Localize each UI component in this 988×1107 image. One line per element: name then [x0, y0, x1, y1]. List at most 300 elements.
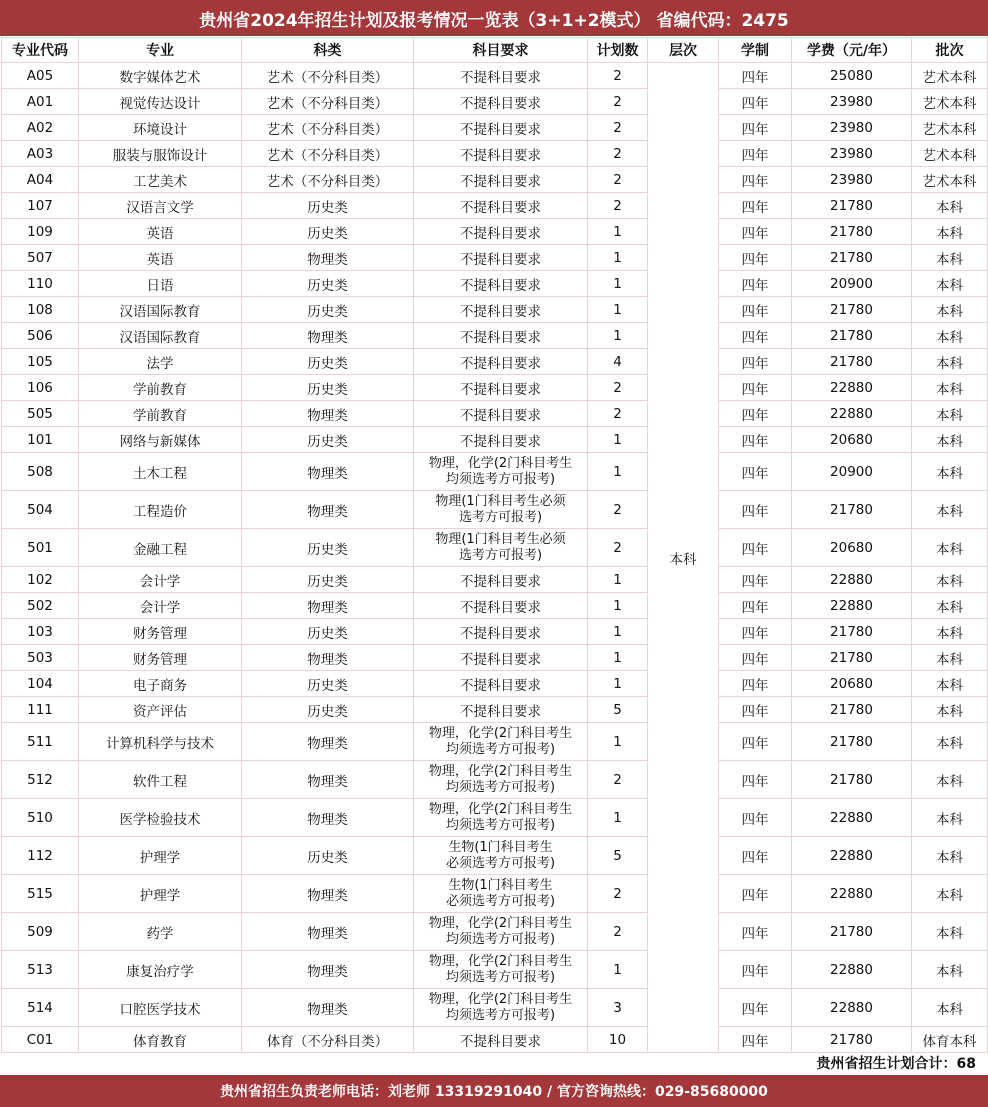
subject-requirement-cell: 不提科目要求 — [414, 375, 588, 401]
major-code-cell: A01 — [2, 89, 79, 115]
subject-requirement-cell: 不提科目要求 — [414, 63, 588, 89]
plan-count-cell: 4 — [588, 349, 648, 375]
tuition-cell: 21780 — [792, 619, 912, 645]
category-cell: 历史类 — [242, 349, 414, 375]
table-row — [2, 491, 988, 529]
batch-cell: 本科 — [912, 837, 988, 875]
duration-cell: 四年 — [719, 951, 792, 989]
requirement-line: 均须选考方可报考) — [445, 741, 556, 757]
subject-requirement-cell: 不提科目要求 — [414, 193, 588, 219]
subject-requirement-cell — [414, 529, 588, 567]
major-name-cell: 服装与服饰设计 — [79, 141, 242, 167]
category-cell: 艺术（不分科目类） — [242, 167, 414, 193]
subject-requirement-cell — [414, 761, 588, 799]
duration-cell: 四年 — [719, 401, 792, 427]
duration-cell: 四年 — [719, 349, 792, 375]
major-code-cell: 514 — [2, 989, 79, 1027]
batch-cell: 本科 — [912, 323, 988, 349]
requirement-line: 均须选考方可报考) — [445, 817, 556, 833]
category-cell: 体育（不分科目类） — [242, 1027, 414, 1053]
plan-count-cell: 1 — [588, 297, 648, 323]
batch-cell: 本科 — [912, 375, 988, 401]
tuition-cell: 22880 — [792, 593, 912, 619]
major-code-cell: 502 — [2, 593, 79, 619]
category-cell: 历史类 — [242, 529, 414, 567]
table-row — [2, 245, 988, 271]
batch-cell: 本科 — [912, 951, 988, 989]
major-code-cell: A03 — [2, 141, 79, 167]
duration-cell: 四年 — [719, 989, 792, 1027]
table-row — [2, 529, 988, 567]
requirement-line: 物理，化学(2门科目考生 — [428, 725, 573, 741]
batch-cell: 本科 — [912, 245, 988, 271]
table-row — [2, 697, 988, 723]
tuition-cell: 21780 — [792, 761, 912, 799]
major-name-cell: 工艺美术 — [79, 167, 242, 193]
tuition-cell: 21780 — [792, 349, 912, 375]
subject-requirement-cell: 不提科目要求 — [414, 167, 588, 193]
table-row — [2, 323, 988, 349]
batch-cell: 艺术本科 — [912, 89, 988, 115]
major-code-cell: 102 — [2, 567, 79, 593]
category-cell: 历史类 — [242, 567, 414, 593]
batch-cell: 本科 — [912, 567, 988, 593]
subject-requirement-cell: 不提科目要求 — [414, 89, 588, 115]
table-row — [2, 271, 988, 297]
tuition-cell: 21780 — [792, 913, 912, 951]
tuition-cell: 20680 — [792, 671, 912, 697]
subject-requirement-cell — [414, 799, 588, 837]
plan-count-cell: 1 — [588, 593, 648, 619]
subject-requirement-cell — [414, 491, 588, 529]
major-code-cell: 510 — [2, 799, 79, 837]
tuition-cell: 22880 — [792, 375, 912, 401]
tuition-cell: 22880 — [792, 951, 912, 989]
column-header: 学制 — [719, 38, 792, 63]
tuition-cell: 25080 — [792, 63, 912, 89]
plan-count-cell: 1 — [588, 271, 648, 297]
category-cell: 物理类 — [242, 951, 414, 989]
duration-cell: 四年 — [719, 193, 792, 219]
category-cell: 历史类 — [242, 837, 414, 875]
major-code-cell: 509 — [2, 913, 79, 951]
major-code-cell: 506 — [2, 323, 79, 349]
duration-cell: 四年 — [719, 529, 792, 567]
category-cell: 历史类 — [242, 375, 414, 401]
duration-cell: 四年 — [719, 245, 792, 271]
table-row — [2, 645, 988, 671]
table-row — [2, 1027, 988, 1053]
table-row — [2, 219, 988, 245]
category-cell: 物理类 — [242, 761, 414, 799]
major-code-cell: 511 — [2, 723, 79, 761]
subject-requirement-cell — [414, 875, 588, 913]
duration-cell: 四年 — [719, 593, 792, 619]
duration-cell: 四年 — [719, 167, 792, 193]
requirement-line: 均须选考方可报考) — [445, 931, 556, 947]
subject-requirement-cell — [414, 951, 588, 989]
plan-count-cell: 2 — [588, 529, 648, 567]
major-name-cell: 护理学 — [79, 837, 242, 875]
subject-requirement-cell: 不提科目要求 — [414, 401, 588, 427]
plan-count-cell: 1 — [588, 323, 648, 349]
duration-cell: 四年 — [719, 427, 792, 453]
category-cell: 物理类 — [242, 875, 414, 913]
category-cell: 物理类 — [242, 323, 414, 349]
batch-cell: 本科 — [912, 453, 988, 491]
major-name-cell: 财务管理 — [79, 619, 242, 645]
requirement-line: 生物(1门科目考生 — [448, 839, 553, 855]
page-title: 贵州省2024年招生计划及报考情况一览表（3+1+2模式） 省编代码：2475 — [0, 0, 988, 36]
table-row — [2, 593, 988, 619]
table-header-row — [2, 38, 988, 63]
duration-cell: 四年 — [719, 567, 792, 593]
requirement-line: 物理(1门科目考生必须 — [435, 531, 566, 547]
tuition-cell: 21780 — [792, 645, 912, 671]
duration-cell: 四年 — [719, 619, 792, 645]
plan-count-cell: 1 — [588, 619, 648, 645]
column-header: 层次 — [648, 38, 719, 63]
table-row — [2, 951, 988, 989]
major-code-cell: C01 — [2, 1027, 79, 1053]
tuition-cell: 21780 — [792, 219, 912, 245]
major-name-cell: 网络与新媒体 — [79, 427, 242, 453]
subject-requirement-cell: 不提科目要求 — [414, 1027, 588, 1053]
plan-count-cell: 1 — [588, 723, 648, 761]
plan-count-cell: 2 — [588, 875, 648, 913]
plan-count-cell: 2 — [588, 913, 648, 951]
plan-count-cell: 2 — [588, 491, 648, 529]
batch-cell: 艺术本科 — [912, 63, 988, 89]
duration-cell: 四年 — [719, 1027, 792, 1053]
duration-cell: 四年 — [719, 875, 792, 913]
requirement-line: 必须选考方可报考) — [445, 893, 556, 909]
category-cell: 历史类 — [242, 427, 414, 453]
enrollment-table — [1, 37, 988, 1053]
category-cell: 艺术（不分科目类） — [242, 89, 414, 115]
requirement-line: 均须选考方可报考) — [445, 471, 556, 487]
requirement-line: 物理，化学(2门科目考生 — [428, 953, 573, 969]
tuition-cell: 20900 — [792, 453, 912, 491]
major-name-cell: 英语 — [79, 219, 242, 245]
batch-cell: 本科 — [912, 349, 988, 375]
subject-requirement-cell: 不提科目要求 — [414, 567, 588, 593]
major-name-cell: 财务管理 — [79, 645, 242, 671]
plan-count-cell: 1 — [588, 245, 648, 271]
major-code-cell: 512 — [2, 761, 79, 799]
duration-cell: 四年 — [719, 115, 792, 141]
batch-cell: 本科 — [912, 427, 988, 453]
major-name-cell: 环境设计 — [79, 115, 242, 141]
batch-cell: 本科 — [912, 645, 988, 671]
batch-cell: 本科 — [912, 913, 988, 951]
plan-count-cell: 2 — [588, 401, 648, 427]
tuition-cell: 22880 — [792, 401, 912, 427]
tuition-cell: 20900 — [792, 271, 912, 297]
batch-cell: 本科 — [912, 491, 988, 529]
category-cell: 物理类 — [242, 799, 414, 837]
major-name-cell: 会计学 — [79, 593, 242, 619]
duration-cell: 四年 — [719, 323, 792, 349]
batch-cell: 本科 — [912, 271, 988, 297]
tuition-cell: 21780 — [792, 323, 912, 349]
tuition-cell: 22880 — [792, 837, 912, 875]
subject-requirement-cell: 不提科目要求 — [414, 115, 588, 141]
duration-cell: 四年 — [719, 799, 792, 837]
category-cell: 历史类 — [242, 297, 414, 323]
major-name-cell: 学前教育 — [79, 375, 242, 401]
batch-cell: 本科 — [912, 619, 988, 645]
category-cell: 物理类 — [242, 645, 414, 671]
plan-count-cell: 1 — [588, 567, 648, 593]
column-header: 科目要求 — [414, 38, 588, 63]
tuition-cell: 21780 — [792, 245, 912, 271]
major-name-cell: 视觉传达设计 — [79, 89, 242, 115]
table-row — [2, 875, 988, 913]
subject-requirement-cell: 不提科目要求 — [414, 297, 588, 323]
major-code-cell: 111 — [2, 697, 79, 723]
major-name-cell: 法学 — [79, 349, 242, 375]
table-row — [2, 297, 988, 323]
plan-count-cell: 5 — [588, 837, 648, 875]
category-cell: 历史类 — [242, 219, 414, 245]
batch-cell: 体育本科 — [912, 1027, 988, 1053]
category-cell: 艺术（不分科目类） — [242, 63, 414, 89]
major-code-cell: 101 — [2, 427, 79, 453]
major-code-cell: 108 — [2, 297, 79, 323]
tuition-cell: 23980 — [792, 115, 912, 141]
tuition-cell: 23980 — [792, 89, 912, 115]
plan-count-cell: 1 — [588, 671, 648, 697]
plan-count-cell: 1 — [588, 799, 648, 837]
tuition-cell: 20680 — [792, 529, 912, 567]
requirement-line: 物理，化学(2门科目考生 — [428, 763, 573, 779]
category-cell: 历史类 — [242, 193, 414, 219]
major-name-cell: 英语 — [79, 245, 242, 271]
subject-requirement-cell: 不提科目要求 — [414, 219, 588, 245]
tuition-cell: 21780 — [792, 193, 912, 219]
major-name-cell: 资产评估 — [79, 697, 242, 723]
plan-count-cell: 2 — [588, 761, 648, 799]
table-row — [2, 89, 988, 115]
plan-count-cell: 2 — [588, 63, 648, 89]
subject-requirement-cell: 不提科目要求 — [414, 349, 588, 375]
category-cell: 艺术（不分科目类） — [242, 141, 414, 167]
category-cell: 物理类 — [242, 401, 414, 427]
category-cell: 物理类 — [242, 491, 414, 529]
plan-count-cell: 1 — [588, 453, 648, 491]
table-row — [2, 799, 988, 837]
major-name-cell: 医学检验技术 — [79, 799, 242, 837]
category-cell: 历史类 — [242, 671, 414, 697]
requirement-line: 物理(1门科目考生必须 — [435, 493, 566, 509]
duration-cell: 四年 — [719, 141, 792, 167]
category-cell: 历史类 — [242, 697, 414, 723]
requirement-line: 物理，化学(2门科目考生 — [428, 801, 573, 817]
level-cell: 本科 — [648, 63, 719, 1053]
requirement-line: 选考方可报考) — [458, 547, 543, 563]
duration-cell: 四年 — [719, 375, 792, 401]
major-code-cell: 104 — [2, 671, 79, 697]
requirement-line: 物理，化学(2门科目考生 — [428, 915, 573, 931]
table-row — [2, 141, 988, 167]
subject-requirement-cell: 不提科目要求 — [414, 427, 588, 453]
subject-requirement-cell — [414, 723, 588, 761]
table-row — [2, 723, 988, 761]
major-code-cell: 105 — [2, 349, 79, 375]
requirement-line: 均须选考方可报考) — [445, 1007, 556, 1023]
duration-cell: 四年 — [719, 63, 792, 89]
plan-total: 贵州省招生计划合计：68 — [816, 1055, 976, 1072]
batch-cell: 艺术本科 — [912, 115, 988, 141]
table-row — [2, 349, 988, 375]
category-cell: 物理类 — [242, 593, 414, 619]
duration-cell: 四年 — [719, 723, 792, 761]
table-row — [2, 167, 988, 193]
subject-requirement-cell: 不提科目要求 — [414, 619, 588, 645]
table-row — [2, 427, 988, 453]
major-code-cell: 103 — [2, 619, 79, 645]
duration-cell: 四年 — [719, 271, 792, 297]
plan-count-cell: 1 — [588, 645, 648, 671]
batch-cell: 本科 — [912, 723, 988, 761]
plan-count-cell: 2 — [588, 167, 648, 193]
tuition-cell: 21780 — [792, 297, 912, 323]
major-name-cell: 汉语国际教育 — [79, 323, 242, 349]
table-row — [2, 63, 988, 89]
plan-count-cell: 2 — [588, 193, 648, 219]
batch-cell: 本科 — [912, 761, 988, 799]
major-code-cell: 112 — [2, 837, 79, 875]
tuition-cell: 22880 — [792, 989, 912, 1027]
plan-count-cell: 2 — [588, 141, 648, 167]
subject-requirement-cell — [414, 837, 588, 875]
tuition-cell: 23980 — [792, 141, 912, 167]
table-row — [2, 193, 988, 219]
plan-count-cell: 2 — [588, 375, 648, 401]
batch-cell: 本科 — [912, 697, 988, 723]
duration-cell: 四年 — [719, 297, 792, 323]
major-name-cell: 计算机科学与技术 — [79, 723, 242, 761]
major-code-cell: 508 — [2, 453, 79, 491]
major-name-cell: 土木工程 — [79, 453, 242, 491]
subject-requirement-cell: 不提科目要求 — [414, 645, 588, 671]
table-row — [2, 913, 988, 951]
batch-cell: 本科 — [912, 799, 988, 837]
subject-requirement-cell: 不提科目要求 — [414, 141, 588, 167]
column-header: 计划数 — [588, 38, 648, 63]
duration-cell: 四年 — [719, 761, 792, 799]
duration-cell: 四年 — [719, 491, 792, 529]
requirement-line: 均须选考方可报考) — [445, 969, 556, 985]
column-header: 科类 — [242, 38, 414, 63]
batch-cell: 艺术本科 — [912, 141, 988, 167]
table-row — [2, 761, 988, 799]
tuition-cell: 22880 — [792, 875, 912, 913]
duration-cell: 四年 — [719, 837, 792, 875]
major-name-cell: 药学 — [79, 913, 242, 951]
major-name-cell: 体育教育 — [79, 1027, 242, 1053]
major-name-cell: 软件工程 — [79, 761, 242, 799]
major-name-cell: 会计学 — [79, 567, 242, 593]
major-code-cell: 501 — [2, 529, 79, 567]
plan-count-cell: 2 — [588, 115, 648, 141]
category-cell: 历史类 — [242, 619, 414, 645]
category-cell: 物理类 — [242, 989, 414, 1027]
major-code-cell: A02 — [2, 115, 79, 141]
duration-cell: 四年 — [719, 453, 792, 491]
subject-requirement-cell: 不提科目要求 — [414, 697, 588, 723]
subject-requirement-cell: 不提科目要求 — [414, 593, 588, 619]
major-code-cell: A05 — [2, 63, 79, 89]
major-code-cell: 110 — [2, 271, 79, 297]
subject-requirement-cell: 不提科目要求 — [414, 671, 588, 697]
plan-count-cell: 1 — [588, 427, 648, 453]
major-code-cell: 515 — [2, 875, 79, 913]
duration-cell: 四年 — [719, 671, 792, 697]
tuition-cell: 22880 — [792, 799, 912, 837]
major-name-cell: 金融工程 — [79, 529, 242, 567]
column-header: 专业 — [79, 38, 242, 63]
table-row — [2, 453, 988, 491]
subject-requirement-cell — [414, 913, 588, 951]
table-row — [2, 115, 988, 141]
plan-count-cell: 10 — [588, 1027, 648, 1053]
tuition-cell: 20680 — [792, 427, 912, 453]
plan-count-cell: 2 — [588, 89, 648, 115]
category-cell: 物理类 — [242, 453, 414, 491]
major-name-cell: 护理学 — [79, 875, 242, 913]
tuition-cell: 21780 — [792, 491, 912, 529]
plan-count-cell: 1 — [588, 951, 648, 989]
batch-cell: 本科 — [912, 401, 988, 427]
table-row — [2, 837, 988, 875]
subject-requirement-cell — [414, 989, 588, 1027]
table-row — [2, 401, 988, 427]
tuition-cell: 22880 — [792, 567, 912, 593]
batch-cell: 本科 — [912, 875, 988, 913]
subject-requirement-cell — [414, 453, 588, 491]
category-cell: 历史类 — [242, 271, 414, 297]
major-name-cell: 汉语国际教育 — [79, 297, 242, 323]
requirement-line: 选考方可报考) — [458, 509, 543, 525]
major-name-cell: 口腔医学技术 — [79, 989, 242, 1027]
batch-cell: 本科 — [912, 529, 988, 567]
table-row — [2, 619, 988, 645]
tuition-cell: 21780 — [792, 1027, 912, 1053]
requirement-line: 均须选考方可报考) — [445, 779, 556, 795]
major-name-cell: 日语 — [79, 271, 242, 297]
major-name-cell: 学前教育 — [79, 401, 242, 427]
category-cell: 艺术（不分科目类） — [242, 115, 414, 141]
column-header: 学费（元/年） — [792, 38, 912, 63]
plan-count-cell: 3 — [588, 989, 648, 1027]
requirement-line: 物理，化学(2门科目考生 — [428, 455, 573, 471]
plan-count-cell: 1 — [588, 219, 648, 245]
tuition-cell: 23980 — [792, 167, 912, 193]
column-header: 专业代码 — [2, 38, 79, 63]
batch-cell: 本科 — [912, 989, 988, 1027]
duration-cell: 四年 — [719, 645, 792, 671]
major-name-cell: 康复治疗学 — [79, 951, 242, 989]
requirement-line: 生物(1门科目考生 — [448, 877, 553, 893]
subject-requirement-cell: 不提科目要求 — [414, 245, 588, 271]
major-code-cell: 504 — [2, 491, 79, 529]
major-name-cell: 电子商务 — [79, 671, 242, 697]
batch-cell: 艺术本科 — [912, 167, 988, 193]
major-code-cell: 513 — [2, 951, 79, 989]
contact-footer: 贵州省招生负责老师电话：刘老师 13319291040 / 官方咨询热线：029-85680000 — [0, 1075, 988, 1107]
